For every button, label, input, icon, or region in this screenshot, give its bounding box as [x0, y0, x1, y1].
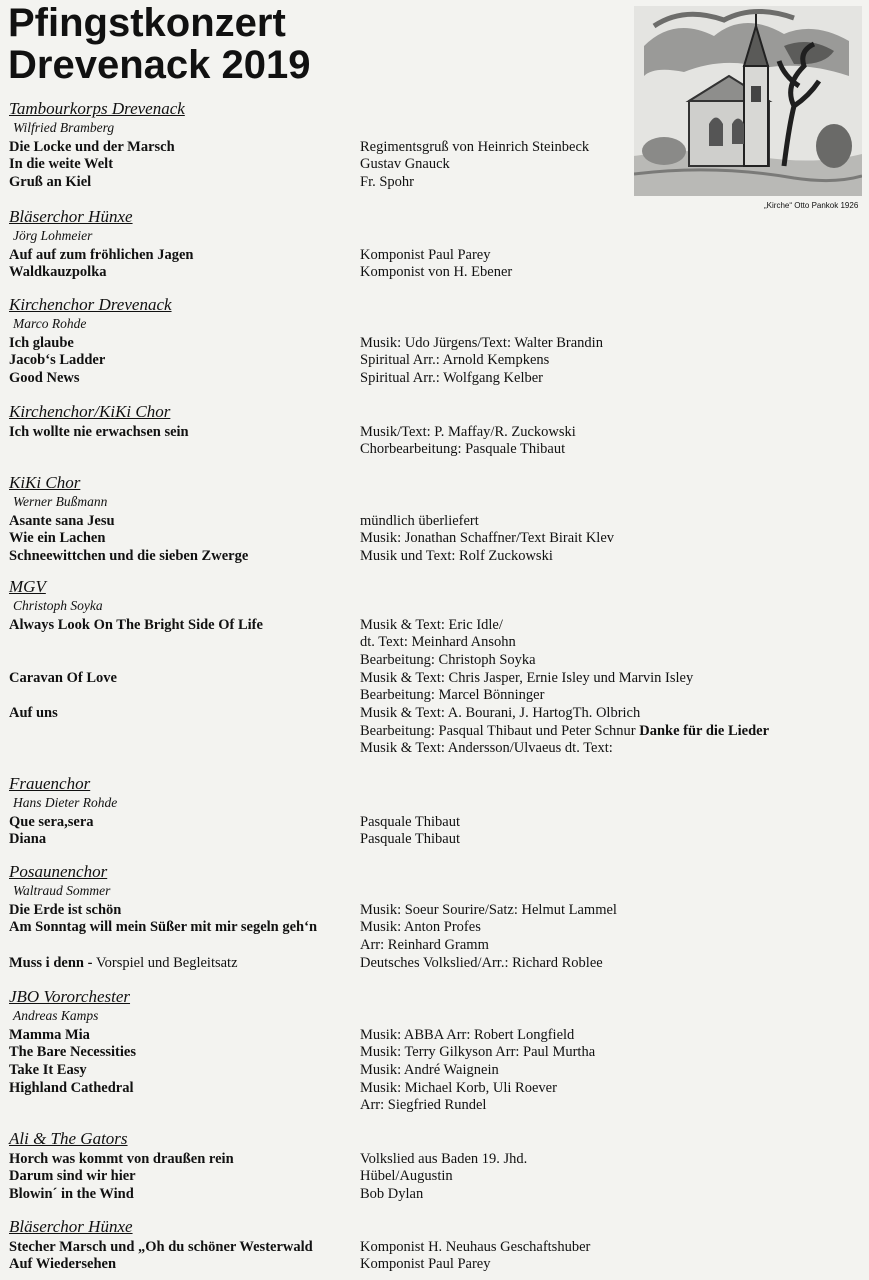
piece-title: Die Locke und der Marsch	[9, 138, 175, 155]
piece-title: Schneewittchen und die sieben Zwerge	[9, 547, 249, 564]
composer-text: Bearbeitung: Pasqual Thibaut und Peter Schnur	[360, 722, 636, 739]
composer-text: Musik: Terry Gilkyson Arr: Paul Murtha	[360, 1044, 596, 1061]
composer-credit	[360, 1167, 453, 1185]
composer-text: Komponist von H. Ebener	[360, 264, 513, 281]
program-row	[9, 633, 859, 651]
composer-text: Musik: ABBA Arr: Robert Longfield	[360, 1026, 575, 1043]
composer-text: Volkslied aus Baden 19. Jhd.	[360, 1150, 528, 1167]
program-row	[9, 351, 859, 369]
program-row	[9, 1061, 859, 1079]
piece-title	[9, 954, 238, 972]
composer-credit	[360, 936, 489, 954]
composer-credit	[360, 173, 414, 191]
program-row	[9, 440, 859, 458]
composer-credit	[360, 651, 536, 669]
composer-credit	[360, 512, 479, 530]
piece-title: Wie ein Lachen	[9, 530, 106, 547]
composer-credit	[360, 954, 603, 972]
ensemble-heading: Tambourkorps Drevenack	[9, 99, 185, 118]
composer-credit	[360, 440, 565, 458]
program-row	[9, 369, 859, 387]
piece-title: Auf auf zum fröhlichen Jagen	[9, 246, 194, 263]
program-row	[9, 1079, 859, 1097]
program-row	[9, 1150, 859, 1168]
composer-credit	[360, 529, 614, 547]
program-row	[9, 1026, 859, 1044]
piece-title: In die weite Welt	[9, 156, 114, 173]
program-row	[9, 423, 859, 441]
program-row	[9, 1238, 859, 1256]
composer-text: Musik & Text: A. Bourani, J. HartogTh. Olbrich	[360, 705, 641, 721]
ensemble-heading: Bläserchor Hünxe	[9, 1217, 133, 1236]
composer-credit	[360, 1238, 590, 1256]
piece-title-inline: Danke für die Lieder	[639, 722, 770, 739]
conductor-name: Marco Rohde	[13, 315, 87, 331]
composer-credit	[360, 351, 549, 369]
program-row	[9, 704, 859, 722]
composer-text: mündlich überliefert	[360, 512, 479, 529]
piece-title: The Bare Necessities	[9, 1044, 136, 1061]
ensemble-heading: Bläserchor Hünxe	[9, 207, 133, 226]
program-row	[9, 334, 859, 352]
program-row	[9, 901, 859, 919]
composer-text: Pasquale Thibaut	[360, 813, 461, 830]
composer-text: Komponist H. Neuhaus Geschaftshuber	[360, 1238, 591, 1255]
piece-title: Am Sonntag will mein Süßer mit mir segeln geh‘n	[9, 919, 318, 936]
piece-title: Take It Easy	[9, 1061, 87, 1078]
program-row	[9, 1043, 859, 1061]
composer-text: Deutsches Volkslied/Arr.: Richard Roblee	[360, 954, 603, 971]
conductor-name: Hans Dieter Rohde	[13, 794, 118, 810]
conductor-name: Waltraud Sommer	[13, 882, 111, 898]
program-row	[9, 918, 859, 936]
piece-title: Gruß an Kiel	[9, 173, 92, 190]
piece-title: Blowin´ in the Wind	[9, 1185, 134, 1202]
composer-credit	[360, 1043, 595, 1061]
program-row	[9, 529, 859, 547]
composer-text: Musik/Text: P. Maffay/R. Zuckowski	[360, 423, 576, 440]
composer-credit	[360, 830, 460, 848]
composer-text: Spiritual Arr.: Arnold Kempkens	[360, 352, 550, 369]
piece-title: Asante sana Jesu	[9, 512, 115, 529]
piece-title: Caravan Of Love	[9, 669, 117, 686]
program-row	[9, 1167, 859, 1185]
composer-text: Gustav Gnauck	[360, 156, 450, 173]
program-row	[9, 512, 859, 530]
composer-text: Musik & Text: Eric Idle/	[360, 616, 503, 633]
piece-title: Good News	[9, 369, 80, 386]
piece-title: Auf uns	[9, 705, 58, 721]
ensemble-heading: JBO Vororchester	[9, 987, 131, 1006]
composer-text: Fr. Spohr	[360, 173, 414, 190]
composer-text: Musik & Text: Andersson/Ulvaeus dt. Text:	[360, 740, 613, 757]
piece-title: Highland Cathedral	[9, 1079, 134, 1096]
title-line-1: Pfingstkonzert	[8, 1, 286, 45]
ensemble-heading: Posaunenchor	[9, 862, 108, 881]
conductor-name: Jörg Lohmeier	[13, 227, 93, 243]
composer-text: Musik: André Waignein	[360, 1061, 499, 1078]
composer-text: Musik: Soeur Sourire/Satz: Helmut Lammel	[360, 901, 617, 918]
program-row	[9, 155, 859, 173]
ensemble-heading: Kirchenchor/KiKi Chor	[9, 402, 171, 421]
ensemble-heading: MGV	[9, 577, 46, 596]
composer-credit	[360, 369, 543, 387]
conductor-name: Wilfried Bramberg	[13, 119, 115, 135]
composer-credit	[360, 704, 640, 722]
program-row	[9, 830, 859, 848]
piece-title: Mamma Mia	[9, 1026, 90, 1043]
composer-credit	[360, 155, 450, 173]
composer-credit	[360, 334, 603, 352]
composer-text: dt. Text: Meinhard Ansohn	[360, 634, 516, 651]
program-row	[9, 954, 859, 972]
composer-credit	[360, 1096, 486, 1114]
composer-text: Musik: Jonathan Schaffner/Text Birait Klev	[360, 530, 615, 547]
composer-credit	[360, 669, 693, 687]
composer-text: Bob Dylan	[360, 1185, 424, 1202]
program-row	[9, 813, 859, 831]
program-row	[9, 173, 859, 191]
program-row	[9, 1096, 859, 1114]
composer-credit	[360, 1255, 491, 1273]
composer-text: Komponist Paul Parey	[360, 246, 491, 263]
composer-credit	[360, 138, 589, 156]
ensemble-heading: Kirchenchor Drevenack	[9, 295, 172, 314]
conductor-name: Werner Bußmann	[13, 493, 108, 509]
composer-credit	[360, 901, 617, 919]
ensemble-heading: KiKi Chor	[9, 473, 81, 492]
program-row	[9, 246, 859, 264]
composer-credit	[360, 1185, 423, 1203]
piece-title: Darum sind wir hier	[9, 1168, 136, 1185]
piece-title: Ich glaube	[9, 334, 74, 351]
composer-credit	[360, 1150, 527, 1168]
piece-title: Que sera,sera	[9, 813, 94, 830]
composer-credit	[360, 547, 553, 565]
composer-text: Musik: Udo Jürgens/Text: Walter Brandin	[360, 334, 603, 351]
composer-text: Spiritual Arr.: Wolfgang Kelber	[360, 369, 544, 386]
program-row	[9, 651, 859, 669]
composer-text: Musik und Text: Rolf Zuckowski	[360, 547, 553, 564]
composer-credit	[360, 246, 491, 264]
composer-credit	[360, 686, 544, 704]
piece-title: Stecher Marsch und „Oh du schöner Westerwald	[9, 1238, 313, 1255]
title-line-2: Drevenack 2019	[8, 43, 311, 87]
composer-text: Regimentsgruß von Heinrich Steinbeck	[360, 138, 590, 155]
composer-text: Hübel/Augustin	[360, 1168, 453, 1185]
composer-credit	[360, 633, 516, 651]
composer-credit	[360, 1061, 499, 1079]
program-row	[9, 263, 859, 281]
conductor-name: Andreas Kamps	[13, 1007, 99, 1023]
program-row	[9, 722, 859, 740]
piece-title: Diana	[9, 831, 47, 848]
composer-credit	[360, 813, 460, 831]
piece-title: Waldkauzpolka	[9, 264, 107, 281]
composer-text: Arr: Reinhard Gramm	[360, 936, 489, 953]
composer-text: Musik: Anton Profes	[360, 919, 481, 936]
piece-title: Horch was kommt von draußen rein	[9, 1150, 234, 1167]
program-row	[9, 1185, 859, 1203]
composer-text: Komponist Paul Parey	[360, 1256, 491, 1273]
composer-credit	[360, 423, 576, 441]
program-row	[9, 138, 859, 156]
composer-text: Chorbearbeitung: Pasquale Thibaut	[360, 441, 566, 458]
program-row	[9, 686, 859, 704]
program-row	[9, 936, 859, 954]
piece-title: Auf Wiedersehen	[9, 1256, 117, 1273]
program-row	[9, 739, 859, 757]
composer-text: Musik & Text: Chris Jasper, Ernie Isley und Marvin Isley	[360, 669, 694, 686]
ensemble-heading: Ali & The Gators	[9, 1129, 128, 1148]
piece-title: Jacob‘s Ladder	[9, 352, 106, 369]
piece-title-suffix: Vorspiel und Begleitsatz	[96, 954, 238, 971]
composer-text: Musik: Michael Korb, Uli Roever	[360, 1079, 557, 1096]
piece-title: Ich wollte nie erwachsen sein	[9, 423, 189, 440]
piece-title: Always Look On The Bright Side Of Life	[9, 616, 263, 633]
conductor-name: Christoph Soyka	[13, 597, 103, 613]
composer-text: Bearbeitung: Marcel Bönninger	[360, 687, 545, 704]
program-row	[9, 547, 859, 565]
program-row	[9, 616, 859, 634]
artwork-caption: „Kirche“ Otto Pankok 1926	[764, 201, 859, 210]
composer-credit	[360, 918, 481, 936]
composer-credit	[360, 616, 503, 634]
piece-title-main: Muss i denn -	[9, 954, 97, 971]
composer-text: Pasquale Thibaut	[360, 831, 461, 848]
piece-title: Die Erde ist schön	[9, 901, 122, 918]
composer-credit	[360, 722, 769, 740]
program-row	[9, 1255, 859, 1273]
composer-credit	[360, 263, 512, 281]
composer-text: Arr: Siegfried Rundel	[360, 1097, 487, 1114]
composer-credit	[360, 1026, 574, 1044]
composer-credit	[360, 1079, 557, 1097]
composer-credit	[360, 739, 613, 757]
composer-text: Bearbeitung: Christoph Soyka	[360, 651, 536, 668]
program-row	[9, 669, 859, 687]
ensemble-heading: Frauenchor	[9, 774, 91, 793]
